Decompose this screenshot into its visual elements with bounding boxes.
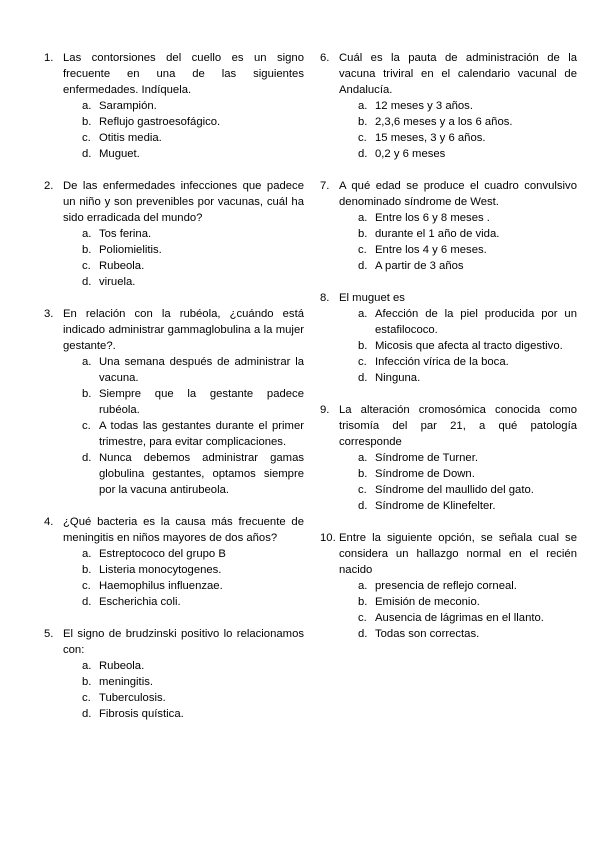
option-list [358, 98, 577, 162]
question [320, 290, 577, 386]
option-text: Entre los 6 y 8 meses . [375, 212, 490, 224]
option-letter: a. [82, 100, 92, 112]
option-text: Ninguna. [375, 372, 421, 384]
option-letter: a. [82, 228, 92, 240]
option-letter: b. [358, 340, 368, 352]
option [358, 594, 577, 610]
option-text: durante el 1 año de vida. [375, 228, 500, 240]
option-list [358, 210, 577, 274]
option-text: 15 meses, 3 y 6 años. [375, 132, 486, 144]
option-letter: d. [82, 452, 92, 464]
option-text: meningitis. [99, 676, 153, 688]
option-list [82, 658, 304, 722]
option-text: Todas son correctas. [375, 628, 480, 640]
option [82, 98, 304, 114]
option [358, 226, 577, 242]
option-letter: d. [82, 148, 92, 160]
option-letter: b. [358, 116, 368, 128]
question-number: 4. [44, 516, 54, 528]
option [358, 578, 577, 594]
option-letter: b. [82, 564, 92, 576]
option-letter: c. [82, 132, 91, 144]
option-letter: b. [358, 468, 368, 480]
question-stem: A qué edad se produce el cuadro convulsivo denominado síndrome de West. [339, 180, 577, 208]
option-text: Una semana después de administrar la vacuna. [99, 356, 304, 384]
left-column [44, 50, 304, 738]
option [82, 418, 304, 450]
option-text: 2,3,6 meses y a los 6 años. [375, 116, 513, 128]
option-letter: b. [358, 228, 368, 240]
option-text: Infección vírica de la boca. [375, 356, 509, 368]
option [82, 546, 304, 562]
option-text: Micosis que afecta al tracto digestivo. [375, 340, 563, 352]
option-letter: b. [82, 676, 92, 688]
option-text: Afección de la piel producida por un estafilococo. [375, 308, 577, 336]
option [358, 482, 577, 498]
option-text: Estreptococo del grupo B [99, 548, 226, 560]
option [82, 578, 304, 594]
option-list [358, 450, 577, 514]
option [358, 130, 577, 146]
question-stem: La alteración cromosómica conocida como trisomía del par 21, a qué patología corresponde [339, 404, 577, 448]
option-letter: a. [358, 308, 368, 320]
option-text: presencia de reflejo corneal. [375, 580, 517, 592]
option [358, 146, 577, 162]
option-letter: b. [82, 116, 92, 128]
option [358, 610, 577, 626]
option-list [82, 546, 304, 610]
option-letter: c. [358, 356, 367, 368]
option [358, 370, 577, 386]
option-list [358, 306, 577, 386]
option-letter: c. [358, 612, 367, 624]
option [358, 354, 577, 370]
option-letter: b. [82, 244, 92, 256]
option-text: Siempre que la gestante padece rubéola. [99, 388, 304, 416]
option [358, 210, 577, 226]
option [358, 306, 577, 338]
option-text: Tuberculosis. [99, 692, 166, 704]
option-letter: d. [358, 148, 368, 160]
option-text: 0,2 y 6 meses [375, 148, 446, 160]
option-text: Poliomielitis. [99, 244, 162, 256]
option [82, 706, 304, 722]
question [320, 178, 577, 274]
option-text: Reflujo gastroesofágico. [99, 116, 221, 128]
right-column [320, 50, 577, 658]
option [82, 130, 304, 146]
option-letter: a. [82, 660, 92, 672]
question [44, 626, 304, 722]
question-number: 7. [320, 180, 330, 192]
option-list [82, 226, 304, 290]
question-number: 9. [320, 404, 330, 416]
question-stem: De las enfermedades infecciones que padece un niño y son prevenibles por vacunas, cuál ha sido erradicada del mundo? [63, 180, 304, 224]
option-letter: d. [82, 596, 92, 608]
option-letter: d. [82, 708, 92, 720]
option-text: Listeria monocytogenes. [99, 564, 222, 576]
option [82, 674, 304, 690]
question-number: 1. [44, 52, 54, 64]
option [82, 146, 304, 162]
option-letter: a. [82, 548, 92, 560]
option-text: 12 meses y 3 años. [375, 100, 473, 112]
option-text: Rubeola. [99, 660, 145, 672]
option-text: Fibrosis quística. [99, 708, 184, 720]
option-letter: c. [358, 244, 367, 256]
option-text: Haemophilus influenzae. [99, 580, 223, 592]
option [358, 626, 577, 642]
question [320, 530, 577, 642]
option-letter: d. [358, 260, 368, 272]
option [82, 658, 304, 674]
question [44, 178, 304, 290]
option-text: Síndrome de Turner. [375, 452, 478, 464]
question-stem: El muguet es [339, 292, 405, 304]
option-text: Rubeola. [99, 260, 145, 272]
question-stem: En relación con la rubéola, ¿cuándo está indicado administrar gammaglobulina a la mujer gestante?. [63, 308, 304, 352]
option-letter: a. [358, 100, 368, 112]
option-list [82, 354, 304, 498]
option [82, 562, 304, 578]
option-letter: c. [358, 484, 367, 496]
option-letter: c. [82, 580, 91, 592]
option [82, 594, 304, 610]
option [82, 258, 304, 274]
question-number: 10. [320, 532, 336, 544]
option-text: Muguet. [99, 148, 140, 160]
option-text: Síndrome de Klinefelter. [375, 500, 496, 512]
option-text: Síndrome del maullido del gato. [375, 484, 534, 496]
option-text: Síndrome de Down. [375, 468, 475, 480]
question [320, 402, 577, 514]
question-stem: ¿Qué bacteria es la causa más frecuente de meningitis en niños mayores de dos años? [63, 516, 304, 544]
question [44, 514, 304, 610]
option [82, 242, 304, 258]
option-letter: d. [82, 276, 92, 288]
option-text: Tos ferina. [99, 228, 152, 240]
option-text: Sarampión. [99, 100, 157, 112]
option [358, 242, 577, 258]
question-number: 8. [320, 292, 330, 304]
option-letter: d. [358, 628, 368, 640]
question-stem: El signo de brudzinski positivo lo relacionamos con: [63, 628, 304, 656]
option [82, 386, 304, 418]
option-text: Otitis media. [99, 132, 162, 144]
question-number: 5. [44, 628, 54, 640]
option [82, 274, 304, 290]
option-letter: a. [82, 356, 92, 368]
question [44, 306, 304, 498]
option-text: A partir de 3 años [375, 260, 464, 272]
option [358, 258, 577, 274]
option [358, 466, 577, 482]
question-number: 6. [320, 52, 330, 64]
option-letter: a. [358, 452, 368, 464]
option-text: Entre los 4 y 6 meses. [375, 244, 487, 256]
question-stem: Las contorsiones del cuello es un signo frecuente en una de las siguientes enfermedades. Indíquela. [63, 52, 304, 96]
option [82, 450, 304, 498]
question [44, 50, 304, 162]
option [358, 498, 577, 514]
option [82, 690, 304, 706]
option-letter: b. [82, 388, 92, 400]
option [82, 354, 304, 386]
option-letter: a. [358, 212, 368, 224]
option-letter: c. [82, 420, 91, 432]
option [82, 226, 304, 242]
question [320, 50, 577, 162]
question-number: 3. [44, 308, 54, 320]
option [358, 450, 577, 466]
option-letter: d. [358, 372, 368, 384]
question-stem: Entre la siguiente opción, se señala cual se considera un hallazgo normal en el recién nacido [339, 532, 577, 576]
option-text: A todas las gestantes durante el primer trimestre, para evitar complicaciones. [99, 420, 304, 448]
option-text: Nunca debemos administrar gamas globulina gestantes, optamos siempre por la vacuna antirubeola. [99, 452, 304, 496]
option-list [82, 98, 304, 162]
option-letter: a. [358, 580, 368, 592]
option-text: viruela. [99, 276, 136, 288]
option-letter: c. [358, 132, 367, 144]
question-number: 2. [44, 180, 54, 192]
option-text: Emisión de meconio. [375, 596, 480, 608]
option [358, 338, 577, 354]
option-text: Ausencia de lágrimas en el llanto. [375, 612, 544, 624]
option [82, 114, 304, 130]
option-letter: b. [358, 596, 368, 608]
option-list [358, 578, 577, 642]
option [358, 114, 577, 130]
question-stem: Cuál es la pauta de administración de la vacuna triviral en el calendario vacunal de Andalucía. [339, 52, 577, 96]
option-text: Escherichia coli. [99, 596, 181, 608]
option-letter: c. [82, 260, 91, 272]
option-letter: d. [358, 500, 368, 512]
option [358, 98, 577, 114]
option-letter: c. [82, 692, 91, 704]
